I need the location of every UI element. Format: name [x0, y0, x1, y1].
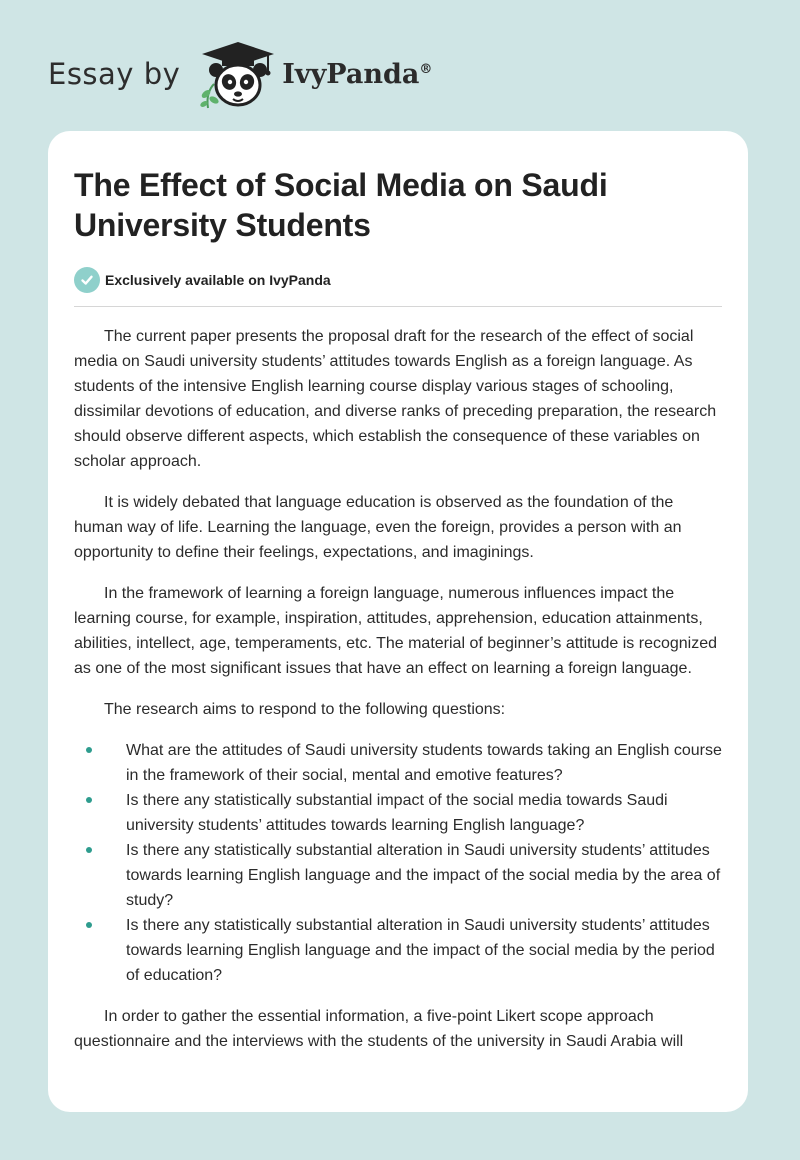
question-text: Is there any statistically substantial alteration in Saudi university students’ attitudes towards learning English language and the impact of the social media by the area of study?	[126, 842, 721, 909]
check-icon	[74, 267, 100, 293]
paragraph: It is widely debated that language education is observed as the foundation of the human way of life. Learning the language, even the foreign, provides a person with an opportunity to define their feelings, expectations, and imaginings.	[74, 494, 682, 561]
brand-header[interactable]	[48, 38, 432, 110]
badge-label: Exclusively available on IvyPanda	[105, 272, 331, 288]
paragraph: In order to gather the essential information, a five-point Likert scope approach questionnaire and the interviews with the students of the university in Saudi Arabia will	[74, 1008, 684, 1050]
page-title: The Effect of Social Media on Saudi University Students	[74, 167, 608, 243]
exclusive-badge	[74, 267, 722, 293]
bullet-icon	[86, 797, 92, 803]
registered-mark: ®	[419, 61, 433, 77]
bullet-icon	[86, 922, 92, 928]
list-item	[74, 738, 722, 788]
essay-body	[74, 324, 722, 1054]
panda-graduate-icon	[194, 38, 274, 110]
essay-card	[48, 131, 748, 1112]
bullet-icon	[86, 847, 92, 853]
list-item	[74, 788, 722, 838]
divider	[74, 306, 722, 307]
question-text: Is there any statistically substantial impact of the social media towards Saudi university students’ attitudes towards learning English language?	[126, 792, 668, 834]
list-item	[74, 838, 722, 913]
paragraph: In the framework of learning a foreign language, numerous influences impact the learning course, for example, inspiration, attitudes, apprehension, education attainments, abilities, intellect, age, temperaments, etc. The material of beginner’s attitude is recognized as one of the most significant issues that have an effect on learning a foreign language.	[74, 585, 718, 677]
question-text: Is there any statistically substantial alteration in Saudi university students’ attitudes towards learning English language and the impact of the social media by the period of education?	[126, 917, 715, 984]
paragraph: The current paper presents the proposal draft for the research of the effect of social media on Saudi university students’ attitudes towards English as a foreign language. As students of the intensive English learning course display various stages of schooling, dissimilar devotions of education, and diverse ranks of preceding preparation, the research should observe different aspects, which establish the consequence of these variables on scholar approach.	[74, 328, 717, 470]
brand-prefix: Essay by	[48, 57, 181, 91]
bullet-icon	[86, 747, 92, 753]
list-item	[74, 913, 722, 988]
paragraph: The research aims to respond to the following questions:	[104, 701, 506, 718]
brand-name: IvyPanda®	[282, 58, 433, 90]
question-text: What are the attitudes of Saudi university students towards taking an English course in the framework of their social, mental and emotive features?	[126, 742, 722, 784]
research-questions-list	[74, 738, 722, 988]
